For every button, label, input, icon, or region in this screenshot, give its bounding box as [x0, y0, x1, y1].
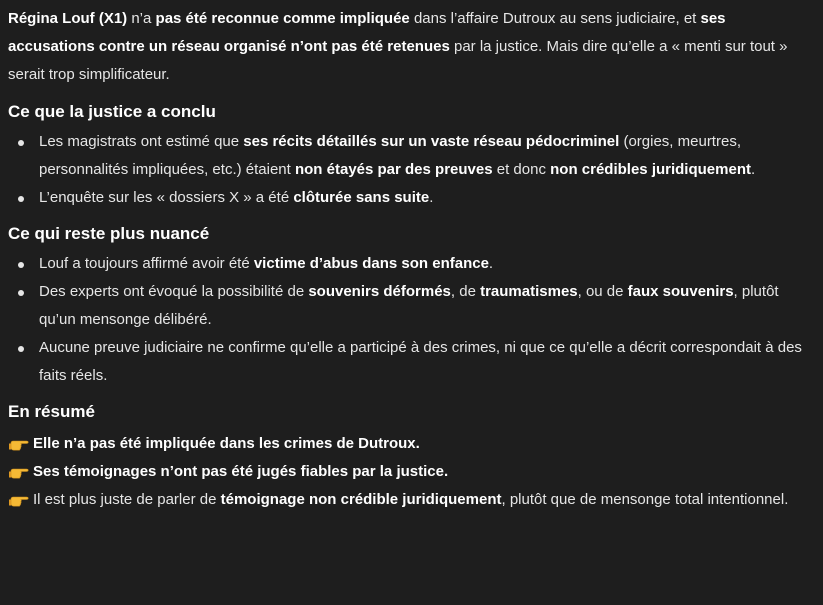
section-title-nuance: Ce qui reste plus nuancé: [8, 224, 210, 243]
summary-line: [8, 486, 815, 514]
list-item: Aucune preuve judiciaire ne confirme qu’elle a participé à des crimes, ni que ce qu’elle a décrit correspondait à des faits réels.: [8, 334, 815, 390]
summary-text: Ses témoignages n’ont pas été jugés fiables par la justice.: [33, 463, 449, 480]
pointing-hand-icon: [9, 493, 29, 507]
list-item: Louf a toujours affirmé avoir été victime d’abus dans son enfance.: [8, 250, 815, 278]
summary-strong: témoignage non crédible juridiquement: [220, 491, 502, 508]
list-item: L’enquête sur les « dossiers X » a été clôturée sans suite.: [8, 184, 815, 212]
intro-text: par la justice. Mais dire qu’elle a « menti sur tout » serait trop simplificateur.: [8, 38, 788, 83]
bullet-icon: [18, 290, 24, 296]
intro-strong: ses accusations contre un réseau organisé n’ont pas été retenues: [8, 10, 726, 55]
justice-list: [8, 128, 815, 212]
bullet-icon: [18, 140, 24, 146]
pointing-hand-icon: [9, 465, 29, 479]
bullet-icon: [18, 346, 24, 352]
section-title-resume: En résumé: [8, 402, 95, 421]
list-item: Les magistrats ont estimé que ses récits détaillés sur un vaste réseau pédocriminel (orgies, meurtres, personnalités impliquées, etc.) étaient non étayés par des preuves et donc non crédibles juridiquement.: [8, 128, 815, 184]
intro-name: Régina Louf (X1): [8, 10, 128, 27]
section-title-justice: Ce que la justice a conclu: [8, 102, 216, 121]
bullet-icon: [18, 196, 24, 202]
pointing-hand-icon: [9, 437, 29, 451]
nuance-list: [8, 250, 815, 390]
summary-line: [8, 458, 815, 486]
intro-text: n’a: [127, 10, 156, 27]
list-item: Des experts ont évoqué la possibilité de souvenirs déformés, de traumatismes, ou de faux souvenirs, plutôt qu’un mensonge délibéré.: [8, 278, 815, 334]
bullet-icon: [18, 262, 24, 268]
intro-strong: pas été reconnue comme impliquée: [155, 10, 410, 27]
intro-text: dans l’affaire Dutroux au sens judiciaire, et: [409, 10, 701, 27]
summary-text: Elle n’a pas été impliquée dans les crimes de Dutroux.: [33, 435, 420, 452]
intro-paragraph: [8, 5, 815, 89]
summary-text: , plutôt que de mensonge total intentionnel.: [501, 491, 789, 508]
summary-line: [8, 430, 815, 458]
summary-text: Il est plus juste de parler de: [33, 491, 221, 508]
